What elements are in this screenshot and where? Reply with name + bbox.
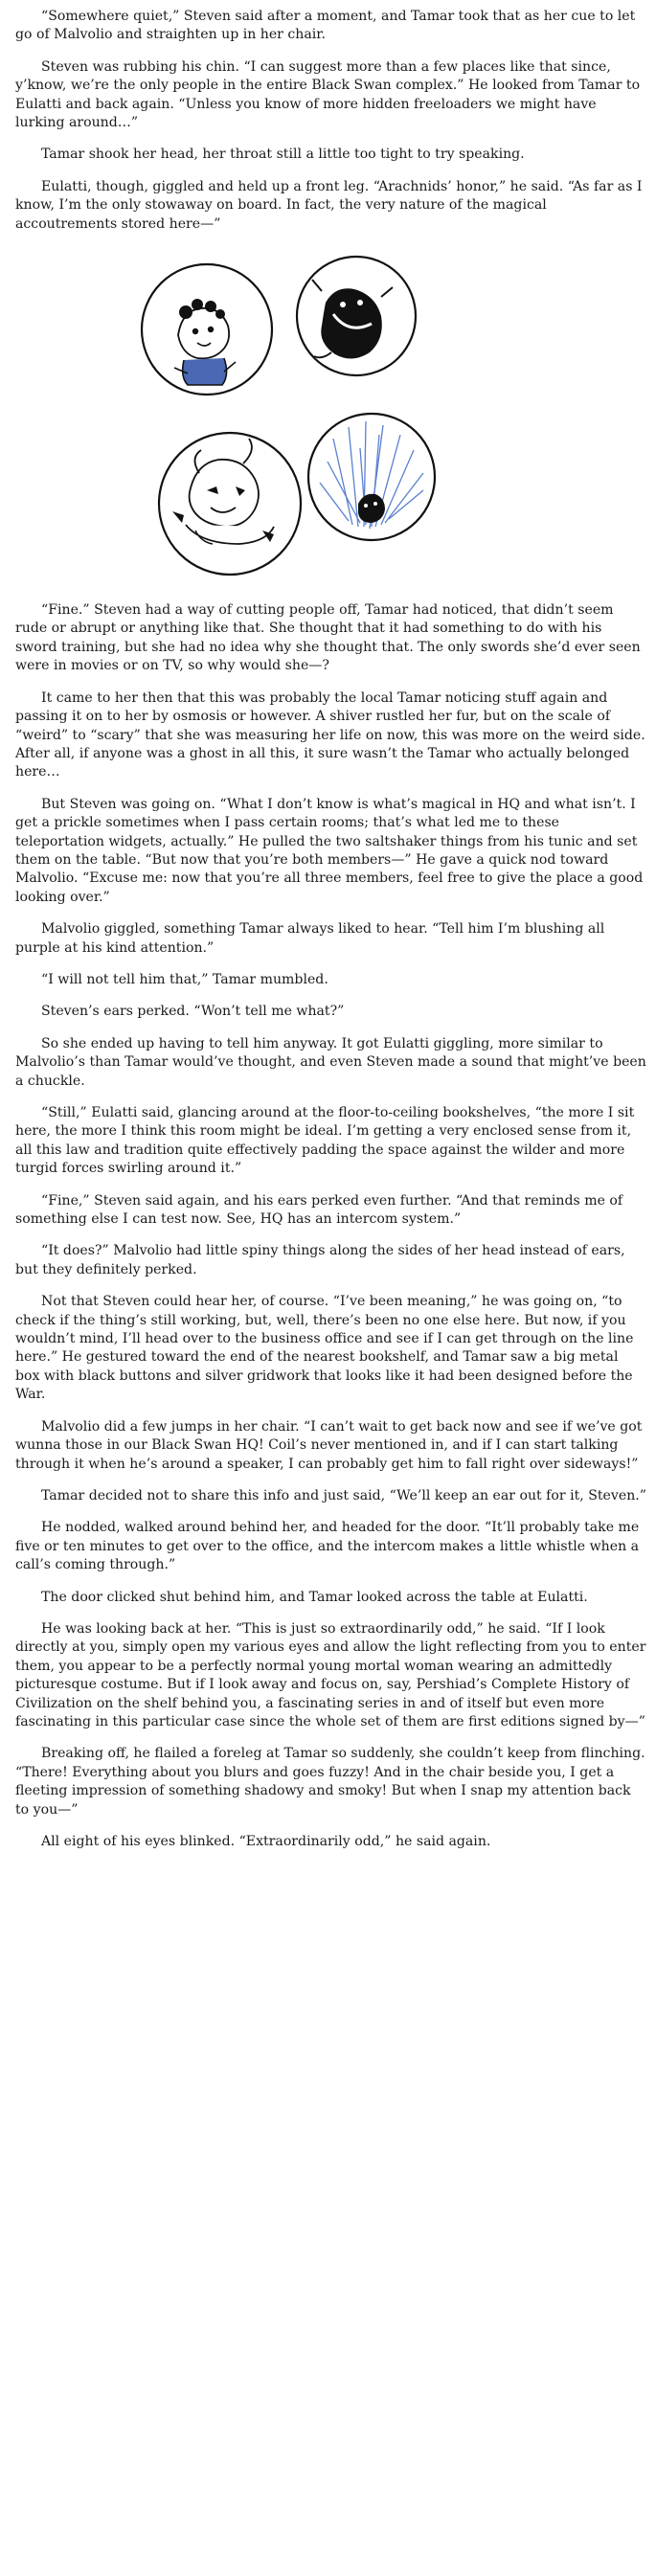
four-circle-vignettes-illustration (130, 247, 446, 586)
paragraph: Eulatti, though, giggled and held up a front leg. “Arachnids’ honor,” he said. “As far as I know, I’m the only stowaway on board. In fact, the very nature of the magical accoutrements stored here—” (15, 178, 643, 232)
vignette-circle-3 (159, 433, 301, 575)
paragraph: Breaking off, he flailed a foreleg at Tamar so suddenly, she couldn’t keep from flinching. “There! Everything about you blurs and goes fuzzy! And in the chair beside you, I get a fleeting impression of something shadowy and smoky! But when I snap my attention back to you—” (15, 1746, 645, 1818)
paragraph: Steven’s ears perked. “Won’t tell me what?” (41, 1004, 345, 1020)
vignette-circle-2 (297, 257, 416, 375)
vignette-circle-1 (142, 264, 272, 395)
paragraph: “Still,” Eulatti said, glancing around at the floor-to-ceiling bookshelves, “the more I sit here, the more I think this room might be ideal. I’m getting a very enclosed sense from it, all this law and tradition quite effectively padding the space against the wilder and more turgid forces swirling around it.” (15, 1105, 635, 1177)
paragraph: “Somewhere quiet,” Steven said after a moment, and Tamar took that as her cue to let go of Malvolio and straighten up in her chair. (15, 9, 636, 43)
paragraph: He nodded, walked around behind her, and headed for the door. “It’ll probably take me five or ten minutes to get over to the office, and the intercom makes a little whistle when a call’s coming through.” (15, 1520, 640, 1573)
paragraph: It came to her then that this was probably the local Tamar noticing stuff again and passing it on to her by osmosis or however. A shiver rustled her fur, but on the scale of “weird” to “scary” that she was measuring her life on now, this was more on the weird side. After all, if anyone was a ghost in all this, it sure wasn’t the Tamar who actually belonged here… (15, 689, 645, 780)
paragraph: So she ended up having to tell him anyway. It got Eulatti giggling, more similar to Malvolio’s than Tamar would’ve thought, and even Steven made a sound that might’ve been a chuckle. (15, 1035, 646, 1089)
paragraph: Steven was rubbing his chin. “I can suggest more than a few places like that since, y’know, we’re the only people in the entire Black Swan complex.” He looked from Tamar to Eulatti and back again. “Unless you know of more hidden freeloaders we might have lurking around…” (15, 58, 641, 131)
illustration (15, 247, 646, 586)
paragraph: “Fine.” Steven had a way of cutting people off, Tamar had noticed, that didn’t seem rude or abrupt or anything like that. She thought that it had something to do with his sword training, but she had no idea why she thought that. The only swords she’d ever seen were in movies or on TV, so why would she—? (15, 602, 641, 674)
vignette-circle-4 (308, 414, 435, 540)
paragraph: Tamar decided not to share this info and just said, “We’ll keep an ear out for it, Steven.” (41, 1487, 646, 1503)
paragraph: All eight of his eyes blinked. “Extraordinarily odd,” he said again. (41, 1834, 491, 1849)
paragraph: He was looking back at her. “This is just so extraordinarily odd,” he said. “If I look directly at you, simply open my various eyes and allow the light reflecting from you to enter them, you appear to be a perfectly normal young mortal woman wearing an admittedly picturesque costume. But if I look away and focus on, say, Pershiad’s Complete History of Civilization on the shelf behind you, a fascinating series in and of itself but even more fascinating in this particular case since the whole set of them are first editions signed by—” (15, 1620, 646, 1729)
paragraph: Malvolio giggled, something Tamar always liked to hear. “Tell him I’m blushing all purple at his kind attention.” (15, 921, 605, 956)
paragraph: Not that Steven could hear her, of course. “I’ve been meaning,” he was going on, “to check if the thing’s still working, but, well, there’s been no one else here. But now, if you wouldn’t mind, I’ll head over to the business office and see if I can get through on the line here.” He gestured toward the end of the nearest bookshelf, and Tamar saw a big metal box with black buttons and silver gridwork that looks like it had been designed before the War. (15, 1294, 634, 1403)
paragraph: Malvolio did a few jumps in her chair. “I can’t wait to get back now and see if we’ve got wunna those in our Black Swan HQ! Coil’s never mentioned in, and if I can start talking through it when he’s around a speaker, I can probably get him to fall right over sideways!” (15, 1418, 643, 1472)
paragraph: The door clicked shut behind him, and Tamar looked across the table at Eulatti. (41, 1589, 588, 1605)
paragraph: “Fine,” Steven said again, and his ears perked even further. “And that reminds me of something else I can test now. See, HQ has an intercom system.” (15, 1192, 623, 1228)
paragraph: Tamar shook her head, her throat still a little too tight to try speaking. (41, 147, 525, 163)
paragraph: “I will not tell him that,” Tamar mumbled. (41, 971, 328, 987)
paragraph: “It does?” Malvolio had little spiny things along the sides of her head instead of ears, but they definitely perked. (15, 1243, 625, 1277)
paragraph: But Steven was going on. “What I don’t know is what’s magical in HQ and what isn’t. I get a prickle sometimes when I pass certain rooms; that’s what led me to these teleportation widgets, actually.” He pulled the two saltshaker things from his tunic and set them on the table. “But now that you’re both members—” He gave a quick nod toward Malvolio. “Excuse me: now that you’re all three members, feel free to give the place a good looking over.” (15, 796, 644, 905)
